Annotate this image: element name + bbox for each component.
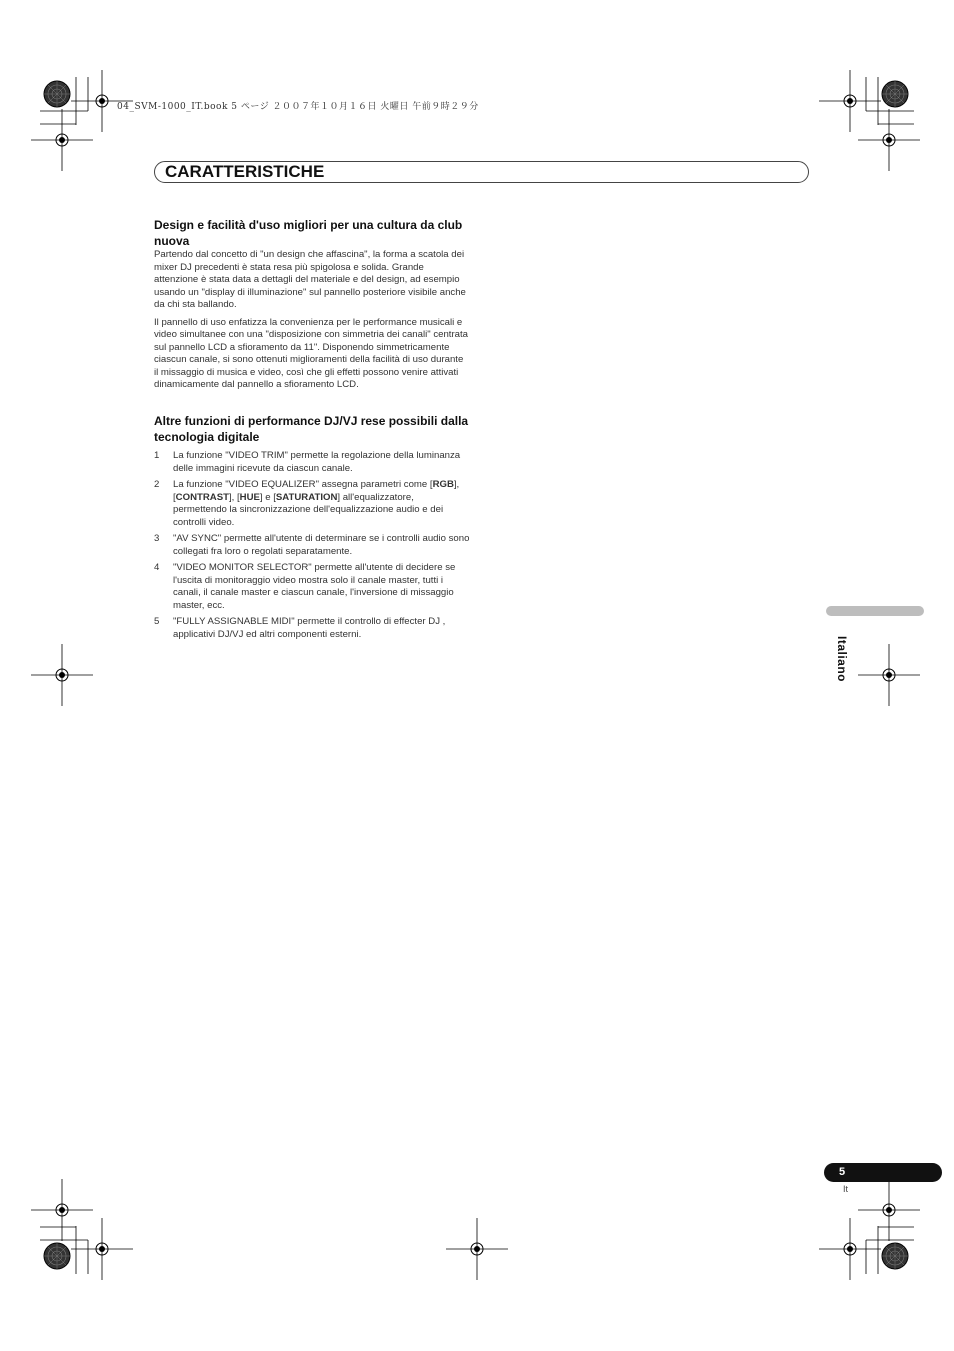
list-item [154, 533, 470, 558]
keyword-contrast: CONTRAST [175, 491, 229, 503]
section-features [154, 413, 470, 645]
list-item-text: La funzione "VIDEO EQUALIZER" assegna parametri come [RGB], [CONTRAST], [HUE] e [SATURATION] all'equalizzatore, permettendo la sincronizzazione dell'equalizzazione audio e dei controlli video. [173, 479, 460, 528]
list-item-number: 5 [154, 616, 160, 627]
page-number: 5 [839, 1166, 846, 1178]
list-item-text: "AV SYNC" permette all'utente di determinare se i controlli audio sono collegati fra loro o regolati separatamente. [173, 533, 470, 557]
print-file-info: 04_SVM-1000_IT.book 5 ページ ２００７年１０月１６日 火曜日 午前９時２９分 [117, 102, 479, 112]
list-item-text: "FULLY ASSIGNABLE MIDI" permette il controllo di effecter DJ , applicativi DJ/VJ ed altri componenti esterni. [173, 616, 446, 640]
section-design-paragraph: Il pannello di uso enfatizza la convenienza per le performance musicali e video simultanee con una "disposizione con simmetria dei canali" centrata sul pannello LCD a sfioramento da 11". Disponendo simmetricamente ciascun canale, si sono ottenuti miglioramenti della facilità di uso durante il missaggio di musica e video, così che gli effetti possono venire attivati dinamicamente dal pannello a sfioramento LCD. [154, 316, 468, 390]
list-item-number: 3 [154, 533, 160, 544]
list-item-text: "VIDEO MONITOR SELECTOR" permette all'utente di decidere se l'uscita di monitoraggio video mostra solo il canale master, tutti i canali, il canale master e ciascun canale, l'inversione di missaggio master, ecc. [173, 562, 456, 611]
section-features-heading: Altre funzioni di performance DJ/VJ rese possibili dalla tecnologia digitale [154, 414, 469, 444]
feature-list [154, 450, 470, 641]
list-item [154, 450, 470, 475]
keyword-rgb: RGB [432, 479, 454, 490]
list-item-number: 2 [154, 479, 160, 490]
list-item-text: La funzione "VIDEO TRIM" permette la regolazione della luminanza delle immagini ricevute da ciascun canale. [173, 450, 461, 474]
section-design-heading: Design e facilità d'uso migliori per una cultura da club nuova [154, 218, 463, 248]
section-title-bar [154, 161, 809, 183]
section-title: CARATTERISTICHE [165, 162, 325, 181]
keyword-saturation: SATURATION [275, 491, 338, 503]
list-item-number: 4 [154, 562, 160, 573]
language-tab-label: Italiano [835, 635, 849, 682]
list-item [154, 479, 470, 529]
list-item [154, 562, 470, 612]
list-item-number: 1 [154, 450, 160, 461]
page-number-pill [824, 1163, 942, 1182]
list-item [154, 616, 470, 641]
keyword-hue: HUE [239, 491, 260, 503]
section-design-paragraph: Partendo dal concetto di "un design che affascina", la forma a scatola dei mixer DJ precedenti è stata resa più spigolosa e solida. Grande attenzione è stata data a dettagli del materiale e del design, ad esempio usando un "display di illuminazione" sul pannello posteriore visibile anche da chi sta ballando. [154, 249, 466, 310]
language-tab-bar [826, 606, 924, 616]
section-design [154, 217, 470, 397]
page-language-code: It [843, 1184, 849, 1194]
